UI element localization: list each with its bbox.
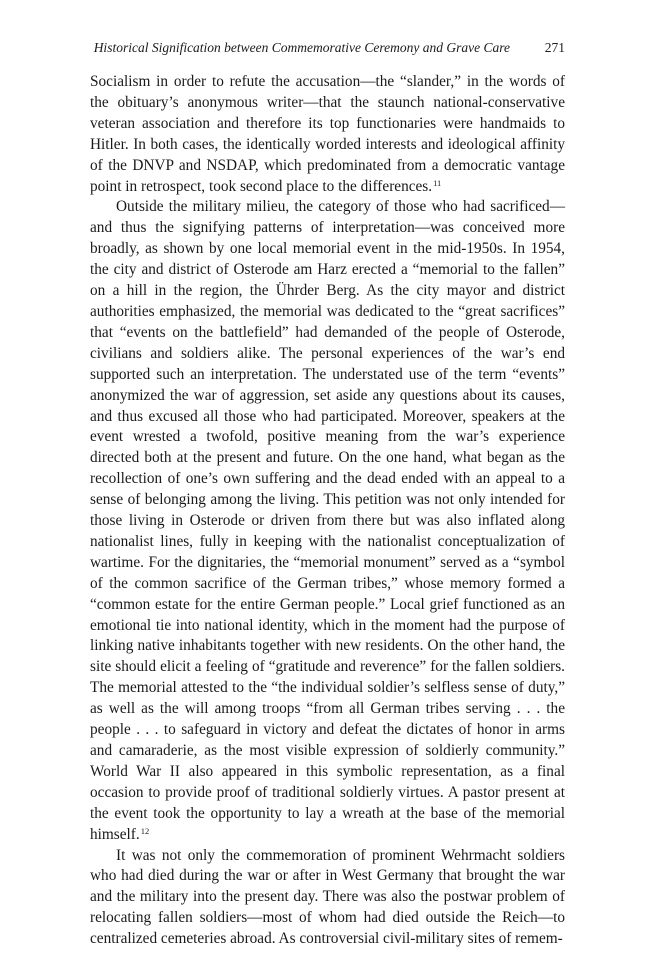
paragraph [90, 197, 565, 845]
paragraph [90, 846, 565, 951]
body-text [90, 72, 565, 950]
paragraph-text: Socialism in order to refute the accusation—the “slander,” in the words of the obituary’s anonymous writer—that the staunch national-conservative veteran association and therefore its top functionaries were handmaids to Hitler. In both cases, the identically worded interests and ideological affinity of the DNVP and NSDAP, which predominated from a democratic vantage point in retrospect, took second place to the differences. [90, 73, 565, 195]
footnote-marker: 12 [140, 825, 150, 836]
running-head-title: Historical Signification between Commemorative Ceremony and Grave Care [93, 40, 510, 55]
paragraph-text: Outside the military milieu, the category of those who had sacrificed—and thus the signifying patterns of interpretation—was conceived more broadly, as shown by one local memorial event in the mid-1950s. In 1954, the city and district of Osterode am Harz erected a “memorial to the fallen” on a hill in the region, the Ührder Berg. As the city mayor and district authorities emphasized, the memorial was dedicated to the “great sacrifices” that “events on the battlefield” had demanded of the people of Osterode, civilians and soldiers alike. The personal experiences of the war’s end supported such an interpretation. The understated use of the term “events” anonymized the war of aggression, set aside any questions about its causes, and thus excused all those who had participated. Moreover, speakers at the event wrested a twofold, positive meaning from the war’s experience directed both at the present and future. On the one hand, what began as the recollection of one’s own suffering and the dead ended with an appeal to a sense of belonging among the living. This petition was not only intended for those living in Osterode or driven from there but was also inflated along nationalist lines, fully in keeping with the nationalist conceptualization of wartime. For the dignitaries, the “memorial monument” served as a “symbol of the common sacrifice of the German tribes,” whose memory formed a “common estate for the entire German people.” Local grief functioned as an emotional tie into national identity, which in the moment had the purpose of linking native inhabitants together with new residents. On the other hand, the site should elicit a feeling of “gratitude and reverence” for the fallen soldiers. The memorial attested to the “the individual soldier’s selfless sense of duty,” as well as the will among troops “from all German tribes serving . . . the people . . . to safeguard in victory and defeat the dictates of honor in arms and camaraderie, as the most visible expression of soldierly community.” World War II also appeared in this symbolic representation, as a final occasion to provide proof of traditional soldierly virtues. A pastor present at the event took the opportunity to lay a wreath at the base of the memorial himself. [90, 198, 565, 843]
page-number: 271 [544, 40, 565, 55]
paragraph-text: It was not only the commemoration of prominent Wehrmacht soldiers who had died during the war or after in West Germany that brought the war and the military into the present day. There was also the postwar problem of relocating fallen soldiers—most of whom had died outside the Reich—to centralized cemeteries abroad. As controversial civil-military sites of remem- [90, 846, 565, 948]
footnote-marker: 11 [433, 177, 442, 188]
paragraph [90, 72, 565, 197]
running-header [90, 40, 565, 62]
